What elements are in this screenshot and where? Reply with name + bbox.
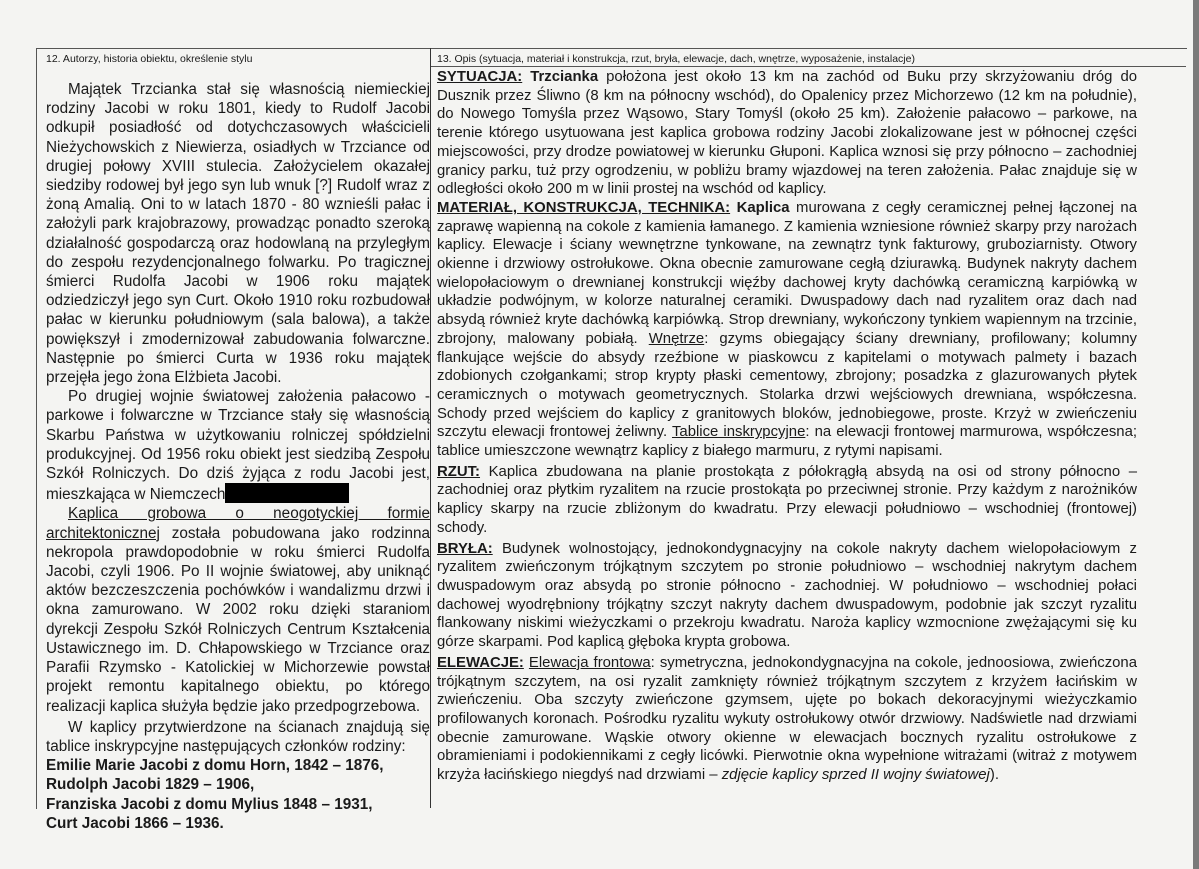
history-paragraph-3-text: została pobudowana jako rodzinna nekropola prawdopodobnie w roku śmierci Rudolfa Jacobi, czyli 1906. Po II wojnie światowej, aby uniknąć aktów bezczeszczenia pochówków i wandalizmu drzwi i okna zamurowano. W 2002 roku dzięki staraniom dyrekcji Zespołu Szkół Rolniczych Centrum Kształcenia Ustawicznego im. D. Chłapowskiego w Trzciance oraz Parafii Rzymsko - Katolickiej w Michorzewie powstał projekt remontu kapitalnego obiektu, po którego realizacji kaplica służyła będzie jako przedpogrzebowa. — [46, 524, 430, 715]
material-text: murowana z cegły ceramicznej pełnej łączonej na zaprawę wapienną na cokole z kamienia łamanego. Z kamienia wzniesione również skarpy przy narożach kaplicy. Elewacje i ściany wewnętrzne tynkowane, na zewnątrz tynk fakturowy, gruboziarnisty. Otwory okienne i drzwiowy ostrołukowe. Okna obecnie zamurowane cegłą dziurawką. Budynek nakryty dachem wielopołaciowym o drewnianej konstrukcji więźby dachowej kryty dachówką ceramiczną karpiówką w układzie podwójnym, w kolorze naturalnej ceramiki. Dwuspadowy dach nad ryzalitem oraz dach nad absydą również kryte dachówką karpiówką. Strop drewniany, wykończony tynkiem wapiennym na trzcinie, zbrojony, malowany pobiałą. — [437, 199, 1137, 347]
chapel-heading-underlined: Kaplica grobowa o neogotyckiej formie architektonicznej — [46, 505, 430, 542]
wnetrze-text: : gzyms obiegający ściany drewniany, profilowany; kolumny flankujące wejście do absydy rzeźbione w piaskowcu z kapitelami o motywach palmety i bazach zdobionych czołgankami; strop krypty płaski cementowy, zbrojony; posadzka z glazurowanych płytek ceramicznych o motywach geometrycznych. Stolarka drzwi wejściowych drewniana, współczesna. Schody przed wejściem do kaplicy z granitowych bloków, jednobiegowe, proste. Krzyż w zwieńczeniu szczytu elewacji frontowej żeliwny. — [437, 330, 1137, 441]
elewacje-label: ELEWACJE: — [437, 654, 524, 671]
family-name-4: Curt Jacobi 1866 – 1936. — [46, 814, 224, 832]
material-paragraph — [437, 199, 1137, 461]
section-13-header: 13. Opis (sytuacja, materiał i konstrukcja, rzut, bryła, elewacje, dach, wnętrze, wyposażenie, instalacje) — [437, 53, 915, 65]
redaction-block — [225, 483, 349, 503]
sytuacja-text: położona jest około 13 km na zachód od Buku przy skrzyżowaniu dróg do Dusznik przez Śliwno (8 km na północny wschód), do Opalenicy przez Michorzewo (12 km na południe), do Nowego Tomyśla przez Wąsowo, Stary Tomyśl (około 25 km). Założenie pałacowo – parkowe, na terenie którego usytuowana jest kaplica grobowa rodziny Jacobi zlokalizowane jest w północnej części miejscowości, przy drodze powiatowej w kierunku Głuponi. Kaplica wznosi się przy północno – zachodniej granicy parku, tuż przy ogrodzeniu, w pobliżu bramy wjazdowej na teren założenia. Pałac znajduje się w odległości około 200 m w linii prostej na wschód od kaplicy. — [437, 69, 1138, 198]
material-label: MATERIAŁ, KONSTRUKCJA, TECHNIKA: — [437, 199, 731, 216]
page-edge — [1193, 0, 1199, 869]
elewacja-frontowa-label: Elewacja frontowa — [528, 654, 651, 671]
column-divider — [430, 48, 431, 808]
family-name-1: Emilie Marie Jacobi z domu Horn, 1842 – 1876, — [46, 757, 384, 775]
history-column — [46, 50, 430, 833]
sytuacja-label: SYTUACJA: — [437, 69, 523, 85]
family-name-3: Franziska Jacobi z domu Mylius 1848 – 1931, — [46, 795, 373, 813]
history-paragraph-2-text: Po drugiej wojnie światowej założenia pałacowo - parkowe i folwarczne w Trzciance stały się własnością Skarbu Państwa w użytkowaniu rolniczej spółdzielni produkcyjnej. Od 1956 roku obiekt jest siedzibą Zespołu Szkół Rolniczych. Do dziś żyjąca z rodu Jacobi jest, mieszkająca w Niemczech — [46, 388, 430, 504]
rzut-label: RZUT: — [437, 463, 481, 480]
family-name-2: Rudolph Jacobi 1829 – 1906, — [46, 776, 255, 794]
sytuacja-paragraph — [437, 68, 1137, 199]
bryla-text: Budynek wolnostojący, jednokondygnacyjny na cokole nakryty dachem wielopołaciowym z ryzalitem zwieńczonym trójkątnym szczytem po stronie południowo – wschodniej nakrytym dachem dwuspadowym oraz absydą po stronie północno - zachodniej. W południowo – wschodniej połaci dachowej wyodrębniony trójkątny szczyt nakryty dachem dwuspadowym, podobnie jak szczyt ryzalitu flankowany niskimi wieżyczkami o przekroju kwadratu. Naroża kaplicy wzmocnione zwężającymi się ku górze skarpami. Pod kaplicą głęboka krypta grobowa. — [437, 540, 1137, 651]
history-paragraph-4: W kaplicy przytwierdzone na ścianach znajdują się tablice inskrypcyjne następujących członków rodziny: — [46, 718, 430, 755]
bryla-label: BRYŁA: — [437, 540, 493, 557]
tablice-text: : na elewacji frontowej marmurowa, współczesna; tablice umieszczone wewnątrz kaplicy z białego marmuru, z rytymi napisami. — [437, 424, 1138, 460]
elewacje-paragraph — [437, 654, 1137, 785]
sytuacja-bold: Trzcianka — [522, 69, 599, 85]
history-paragraph-2 — [46, 387, 430, 504]
bryla-paragraph — [437, 540, 1137, 652]
material-bold: Kaplica — [730, 199, 790, 216]
wnetrze-label: Wnętrze — [648, 330, 705, 347]
history-paragraph-3 — [46, 504, 430, 715]
elewacje-text: : symetryczna, jednokondygnacyjna na cokole, jednoosiowa, zwieńczona trójkątnym szczytem, na osi ryzalit zamknięty również trójkątnym szczytem z krzyżem łacińskim w zwieńczeniu. Oba szczyty zwieńczone gzymsem, ujęte po bokach dekoracyjnymi wieżyczkamio profilowanych koronach. Pośrodku ryzalitu wykuty ostrołukowy otwór drzwiowy. Nadświetle nad drzwiami obecnie zamurowane. Wąskie otwory okienne w elewacjach bocznych ryzalitu ostrołukowe z obramieniami i podokiennikami z cegły licówki. Pierwotnie okna wypełnione witrażami (witraż z motywem krzyża łacińskiego niegdyś nad drzwiami – — [437, 654, 1137, 784]
rzut-paragraph — [437, 463, 1137, 538]
history-paragraph-1: Majątek Trzcianka stał się własnością niemieckiej rodziny Jacobi w roku 1801, kiedy to Rudolf Jacobi odkupił posiadłość od dotychczasowych właścicieli Nieżychowskich z Niewierza, osiadłych w Trzciance od drugiej połowy XVIII stulecia. Założycielem okazałej siedziby rodowej był jego syn lub wnuk [?] Rudolf wraz z żoną Amalią. Oni to w latach 1870 - 80 wznieśli pałac i założyli park krajobrazowy, prowadząc ponadto szeroką działalność gospodarczą oraz hodowlaną na przyległym do zespołu rezydencjonalnego folwarku. Po tragicznej śmierci Rudolfa Jacobi w 1906 roku majątek odziedziczył jego syn Curt. Około 1910 roku rozbudował pałac w kierunku południowym (sala balowa), a także powiększył i zmodernizował zabudowania folwarczne. Następnie po śmierci Curta w 1936 roku majątek przejęła jego żona Elżbieta Jacobi. — [46, 81, 430, 387]
rzut-text: Kaplica zbudowana na planie prostokąta z półokrągłą absydą na osi od strony północno – zachodniej oraz płytkim ryzalitem na rzucie prostokąta po przeciwnej stronie. Przy każdym z narożników kaplicy skarpy na rzucie zbliżonym do kwadratu. Przy elewacji południowo – wschodniej (frontowej) schody. — [437, 463, 1137, 536]
description-column — [437, 50, 1137, 785]
elewacje-italic: zdjęcie kaplicy sprzed II wojny światowej — [721, 767, 990, 784]
section-12-header: 12. Autorzy, historia obiektu, określenie stylu — [46, 53, 253, 65]
tablice-label: Tablice inskrypcyjne — [671, 424, 806, 441]
elewacje-end: ). — [989, 767, 999, 784]
